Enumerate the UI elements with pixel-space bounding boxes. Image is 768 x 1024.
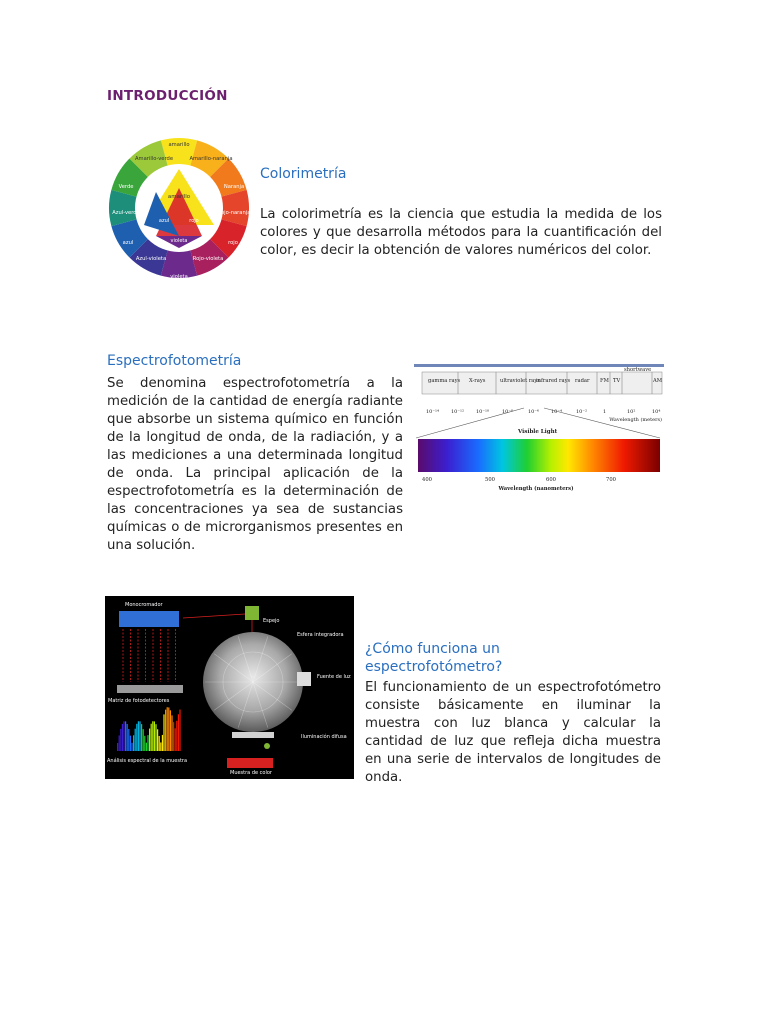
top-wavelength-tick: 10⁻⁴ (551, 409, 563, 415)
wheel-label-azul: azul (122, 240, 134, 246)
band-label: X-rays (469, 378, 486, 384)
color-wheel-image (108, 132, 250, 284)
wheel-label-rojo-violeta: Rojo-violeta (192, 256, 224, 262)
visible-wavelength-tick: 600 (546, 477, 556, 483)
bottom-axis-label: Wavelength (nanometers) (498, 486, 574, 492)
page-title: INTRODUCCIÓN (107, 88, 228, 104)
band-label: ultraviolet rays (500, 378, 540, 384)
label-matriz: Matriz de fotodetectores (108, 698, 170, 704)
band-label: AM (653, 378, 663, 384)
top-wavelength-tick: 10⁻² (576, 409, 588, 415)
svg-text:azul: azul (158, 218, 170, 224)
color-wheel-figure (108, 132, 250, 284)
band-label: shortwave (624, 367, 652, 373)
visible-wavelength-tick: 500 (485, 477, 495, 483)
label-muestra: Muestra de color (230, 770, 272, 776)
label-fuente: Fuente de luz (317, 674, 351, 680)
wheel-label-amarillo-verde: Amarillo-verde (134, 156, 174, 162)
top-wavelength-tick: 10⁻⁶ (528, 409, 540, 415)
wheel-label-amarillo: amarillo (168, 142, 190, 148)
color-sample (227, 758, 273, 768)
em-spectrum-figure (414, 364, 664, 494)
section-title-espectrofotometria: Espectrofotometría (107, 353, 242, 369)
top-wavelength-tick: 10⁻¹⁴ (426, 409, 440, 415)
spectrophotometer-image (105, 596, 354, 779)
em-spectrum-image (414, 364, 664, 494)
band-label: infrared rays (536, 378, 571, 384)
wheel-label-amarillo-naranja: Amarillo-naranja (189, 156, 233, 162)
wheel-label-violeta: violeta (170, 274, 188, 280)
visible-light-label: Visible Light (518, 429, 558, 435)
top-wavelength-tick: 10² (627, 409, 636, 415)
monochromator-block (119, 611, 179, 627)
wheel-label-azul-violeta: Azul-violeta (135, 256, 167, 262)
svg-text:violeta: violeta (170, 238, 188, 244)
top-axis-label: Wavelength (meters) (609, 417, 662, 423)
top-wavelength-tick: 10⁻¹⁰ (476, 409, 490, 415)
label-analisis: Análisis espectral de la muestra (107, 758, 188, 764)
paragraph-espectrofotometria: Se denomina espectrofotometría a la medición de la cantidad de energía radiante que absorbe un sistema químico en función de la longitud de onda, de la radiación, y a las mediciones a una determinada longitud de onda. La principal aplicación de la espectrofotometría es la determinación de las concentraciones ya sea de sustancias químicas o de microrganismos presentes en una solución. (107, 376, 403, 553)
spectrophotometer-diagram (105, 596, 354, 779)
wheel-label-naranja: Naranja (223, 184, 245, 190)
svg-text:rojo: rojo (189, 218, 199, 224)
wheel-label-verde: Verde (118, 184, 134, 190)
wheel-label-rojo-naranja: Rojo-naranja (217, 210, 250, 216)
label-iluminacion: Iluminación difusa (301, 734, 347, 740)
paragraph-como-funciona: El funcionamiento de un espectrofotómetro consiste básicamente en iluminar la muestra con luz blanca y calcular la cantidad de luz que refleja dicha muestra en una serie de intervalos de longitudes de onda. (365, 680, 661, 785)
label-monocromador: Monocromador (125, 602, 163, 608)
band-label: radar (575, 378, 590, 384)
light-source (297, 672, 311, 686)
top-wavelength-tick: 10⁻⁸ (502, 409, 514, 415)
visible-wavelength-tick: 700 (606, 477, 616, 483)
top-wavelength-tick: 1 (603, 409, 607, 415)
paragraph-colorimetria: La colorimetría es la ciencia que estudia la medida de los colores y que desarrolla métodos para la cuantificación del color, es decir la obtención de valores numéricos del color. (260, 207, 662, 258)
band-label: TV (613, 378, 621, 384)
photodetector-array (117, 685, 183, 693)
top-wavelength-tick: 10⁴ (652, 409, 661, 415)
label-espejo: Espejo (263, 618, 280, 624)
section-title-colorimetria: Colorimetría (260, 166, 347, 182)
section-title-como-funciona: ¿Cómo funciona un espectrofotómetro? (365, 641, 503, 675)
label-esfera: Esfera integradora (297, 632, 344, 638)
top-wavelength-tick: 10⁻¹² (451, 409, 465, 415)
wheel-label-rojo: rojo (228, 240, 238, 246)
visible-spectrum-bar (418, 439, 660, 472)
band-label: gamma rays (428, 378, 461, 384)
band-label: FM (600, 378, 609, 384)
mirror-block (245, 606, 259, 620)
wheel-label-azul-verde: Azul-verde (112, 210, 140, 216)
visible-wavelength-tick: 400 (422, 477, 432, 483)
wheel-center-label: amarillo (167, 194, 191, 200)
